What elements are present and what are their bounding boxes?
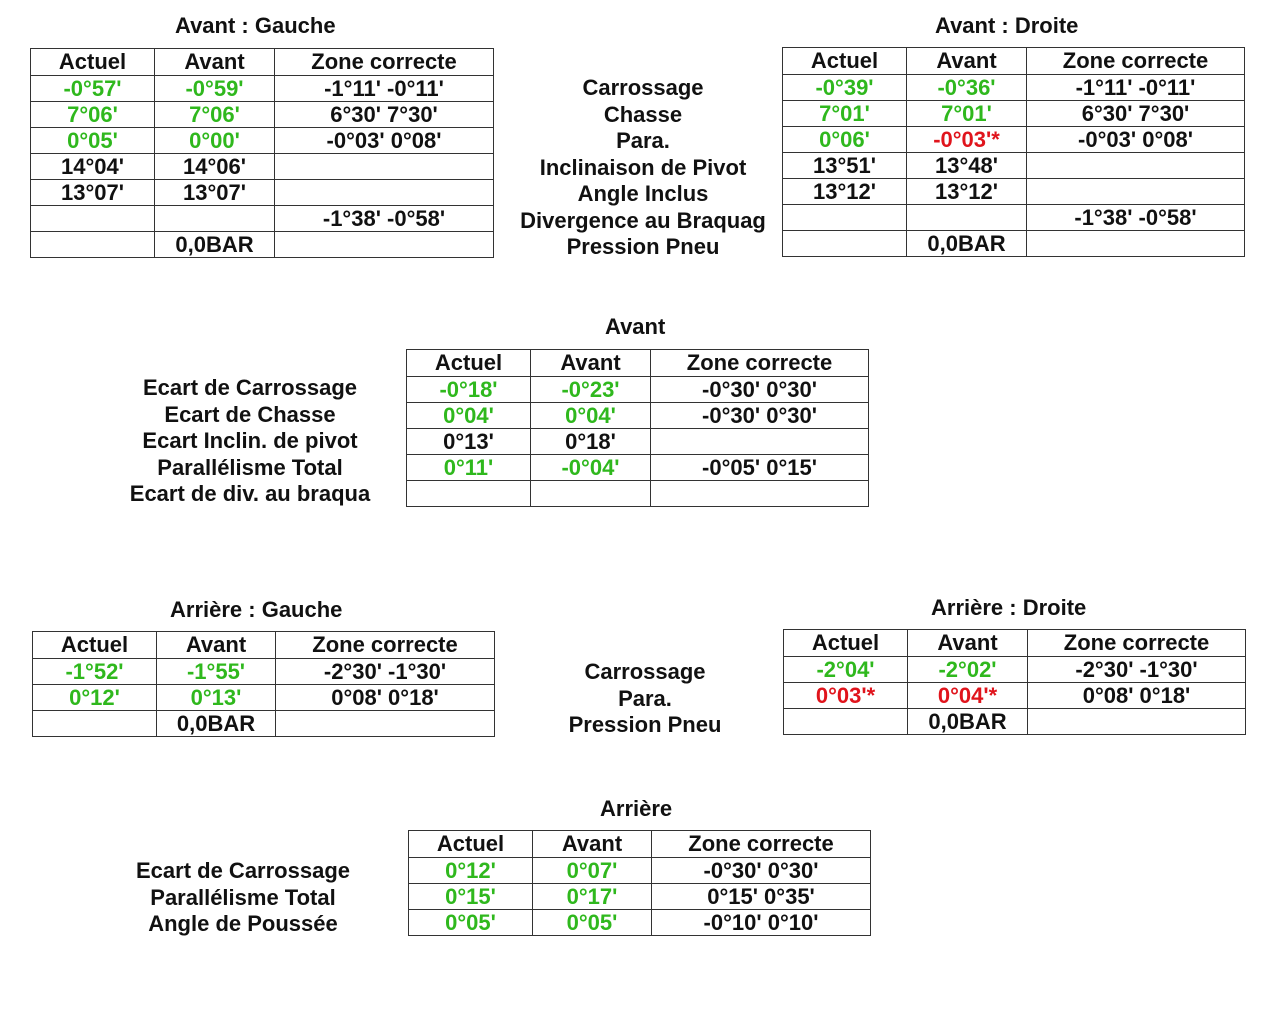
label-chasse: Chasse (603, 101, 683, 127)
cell-zone-correcte: 0°15' 0°35' (652, 884, 871, 910)
cell-avant: -0°36' (907, 75, 1027, 101)
cell-zone-correcte (651, 481, 869, 507)
cell-avant: -0°03'* (907, 127, 1027, 153)
table-row (407, 403, 869, 429)
table-row (409, 884, 871, 910)
cell-zone-correcte (1027, 231, 1245, 257)
cell-zone-correcte: -1°38' -0°58' (1027, 205, 1245, 231)
labels-avant-total (108, 375, 392, 508)
title-arriere-gauche: Arrière : Gauche (170, 597, 343, 622)
cell-avant: 0°04'* (908, 683, 1028, 709)
cell-zone-correcte (1027, 153, 1245, 179)
cell-actuel: 0°05' (31, 128, 155, 154)
label-ecart-chasse: Ecart de Chasse (164, 401, 336, 427)
table-arriere-droite (783, 629, 1246, 735)
cell-avant: 0°05' (533, 910, 652, 936)
cell-avant: -0°04' (531, 455, 651, 481)
cell-zone-correcte (275, 154, 494, 180)
table-row (783, 101, 1245, 127)
cell-zone-correcte: -0°30' 0°30' (651, 377, 869, 403)
cell-avant: 0°18' (531, 429, 651, 455)
table-row (31, 232, 494, 258)
table-row (784, 657, 1246, 683)
table-row (31, 180, 494, 206)
label-para: Para. (618, 685, 672, 711)
table-row (31, 102, 494, 128)
table-row (407, 481, 869, 507)
col-zone-correcte: Zone correcte (651, 350, 869, 377)
col-avant: Avant (533, 831, 652, 858)
cell-avant: -0°59' (155, 76, 275, 102)
cell-zone-correcte: -0°10' 0°10' (652, 910, 871, 936)
title-avant-gauche: Avant : Gauche (175, 13, 336, 38)
cell-zone-correcte: 0°08' 0°18' (1028, 683, 1246, 709)
cell-avant (907, 205, 1027, 231)
cell-avant: 0°13' (157, 685, 276, 711)
cell-avant: 0°04' (531, 403, 651, 429)
cell-actuel: 0°13' (407, 429, 531, 455)
table-arriere-total (408, 830, 871, 936)
label-parallelisme-total: Parallélisme Total (157, 454, 343, 480)
cell-avant (531, 481, 651, 507)
cell-avant: 14°06' (155, 154, 275, 180)
cell-zone-correcte: -0°30' 0°30' (651, 403, 869, 429)
cell-zone-correcte: -1°38' -0°58' (275, 206, 494, 232)
cell-avant: 13°12' (907, 179, 1027, 205)
cell-zone-correcte (275, 180, 494, 206)
cell-zone-correcte: -1°11' -0°11' (275, 76, 494, 102)
title-avant-droite: Avant : Droite (935, 13, 1079, 38)
label-inclinaison-pivot: Inclinaison de Pivot (539, 154, 747, 180)
cell-actuel: 13°51' (783, 153, 907, 179)
table-row (33, 659, 495, 685)
col-actuel: Actuel (409, 831, 533, 858)
table-row (33, 685, 495, 711)
cell-actuel (31, 232, 155, 258)
cell-avant: 0°00' (155, 128, 275, 154)
table-row (783, 179, 1245, 205)
col-zone-correcte: Zone correcte (1028, 630, 1246, 657)
cell-avant: 7°06' (155, 102, 275, 128)
cell-actuel (33, 711, 157, 737)
table-avant-gauche (30, 48, 494, 258)
cell-actuel: -1°52' (33, 659, 157, 685)
cell-zone-correcte: -1°11' -0°11' (1027, 75, 1245, 101)
cell-zone-correcte: 6°30' 7°30' (1027, 101, 1245, 127)
table-row (407, 429, 869, 455)
cell-avant: -0°23' (531, 377, 651, 403)
cell-zone-correcte: -2°30' -1°30' (1028, 657, 1246, 683)
cell-zone-correcte: -0°05' 0°15' (651, 455, 869, 481)
label-pression-pneu: Pression Pneu (568, 712, 722, 737)
cell-actuel: -0°18' (407, 377, 531, 403)
cell-avant: -2°02' (908, 657, 1028, 683)
table-row (783, 231, 1245, 257)
col-actuel: Actuel (783, 48, 907, 75)
labels-avant (510, 75, 776, 261)
table-row (31, 154, 494, 180)
cell-avant: 0,0BAR (908, 709, 1028, 735)
cell-actuel: 0°12' (409, 858, 533, 884)
label-divergence-braquage: Divergence au Braquag (520, 207, 766, 233)
table-row (407, 377, 869, 403)
cell-avant: 0,0BAR (155, 232, 275, 258)
cell-zone-correcte: -0°03' 0°08' (275, 128, 494, 154)
cell-actuel: -0°57' (31, 76, 155, 102)
cell-zone-correcte (275, 232, 494, 258)
col-avant: Avant (531, 350, 651, 377)
table-row (783, 75, 1245, 101)
label-angle-inclus: Angle Inclus (577, 181, 709, 206)
cell-actuel (783, 231, 907, 257)
cell-zone-correcte (276, 711, 495, 737)
cell-actuel: 13°12' (783, 179, 907, 205)
col-zone-correcte: Zone correcte (652, 831, 871, 858)
col-zone-correcte: Zone correcte (276, 632, 495, 659)
cell-avant: 0°07' (533, 858, 652, 884)
label-ecart-inclin-pivot: Ecart Inclin. de pivot (142, 428, 358, 453)
cell-zone-correcte (1027, 179, 1245, 205)
cell-zone-correcte (651, 429, 869, 455)
cell-avant: 13°07' (155, 180, 275, 206)
label-ecart-carrossage: Ecart de Carrossage (136, 858, 350, 883)
cell-zone-correcte: -2°30' -1°30' (276, 659, 495, 685)
col-avant: Avant (907, 48, 1027, 75)
cell-actuel (783, 205, 907, 231)
cell-zone-correcte (1028, 709, 1246, 735)
table-row (407, 455, 869, 481)
label-ecart-div-braquage: Ecart de div. au braqua (129, 481, 371, 506)
cell-actuel: 0°05' (409, 910, 533, 936)
col-actuel: Actuel (784, 630, 908, 657)
label-carrossage: Carrossage (582, 75, 704, 100)
col-actuel: Actuel (407, 350, 531, 377)
cell-actuel: 0°03'* (784, 683, 908, 709)
cell-avant: 0,0BAR (907, 231, 1027, 257)
cell-actuel: 0°12' (33, 685, 157, 711)
col-zone-correcte: Zone correcte (275, 49, 494, 76)
table-row (409, 910, 871, 936)
col-actuel: Actuel (33, 632, 157, 659)
cell-actuel: 7°01' (783, 101, 907, 127)
table-row (31, 206, 494, 232)
table-arriere-gauche (32, 631, 495, 737)
label-carrossage: Carrossage (584, 659, 706, 684)
cell-actuel (784, 709, 908, 735)
table-row (784, 683, 1246, 709)
col-avant: Avant (155, 49, 275, 76)
label-ecart-carrossage: Ecart de Carrossage (143, 375, 357, 400)
table-row (409, 858, 871, 884)
cell-avant: -1°55' (157, 659, 276, 685)
col-avant: Avant (908, 630, 1028, 657)
cell-actuel: 13°07' (31, 180, 155, 206)
cell-zone-correcte: 6°30' 7°30' (275, 102, 494, 128)
col-actuel: Actuel (31, 49, 155, 76)
cell-actuel: -2°04' (784, 657, 908, 683)
table-row (784, 709, 1246, 735)
cell-actuel (31, 206, 155, 232)
cell-avant: 0°17' (533, 884, 652, 910)
cell-actuel (407, 481, 531, 507)
table-row (783, 127, 1245, 153)
label-para: Para. (616, 128, 670, 153)
labels-arriere-total (118, 858, 368, 938)
col-zone-correcte: Zone correcte (1027, 48, 1245, 75)
title-arriere-droite: Arrière : Droite (931, 595, 1087, 620)
cell-avant: 0,0BAR (157, 711, 276, 737)
cell-actuel: -0°39' (783, 75, 907, 101)
cell-actuel: 0°06' (783, 127, 907, 153)
cell-zone-correcte: -0°30' 0°30' (652, 858, 871, 884)
table-avant-droite (782, 47, 1245, 257)
cell-actuel: 0°04' (407, 403, 531, 429)
cell-avant (155, 206, 275, 232)
table-row (31, 76, 494, 102)
cell-avant: 7°01' (907, 101, 1027, 127)
cell-actuel: 0°11' (407, 455, 531, 481)
table-avant-total (406, 349, 869, 507)
table-row (783, 153, 1245, 179)
label-pression-pneu: Pression Pneu (566, 234, 720, 259)
labels-arriere (540, 659, 750, 739)
table-row (31, 128, 494, 154)
col-avant: Avant (157, 632, 276, 659)
title-arriere-total: Arrière (600, 796, 673, 821)
title-avant-total: Avant (605, 314, 666, 339)
cell-actuel: 14°04' (31, 154, 155, 180)
label-angle-poussee: Angle de Poussée (148, 911, 338, 936)
cell-actuel: 7°06' (31, 102, 155, 128)
cell-zone-correcte: -0°03' 0°08' (1027, 127, 1245, 153)
cell-avant: 13°48' (907, 153, 1027, 179)
table-row (33, 711, 495, 737)
table-row (783, 205, 1245, 231)
label-parallelisme-total: Parallélisme Total (150, 884, 336, 910)
cell-zone-correcte: 0°08' 0°18' (276, 685, 495, 711)
cell-actuel: 0°15' (409, 884, 533, 910)
